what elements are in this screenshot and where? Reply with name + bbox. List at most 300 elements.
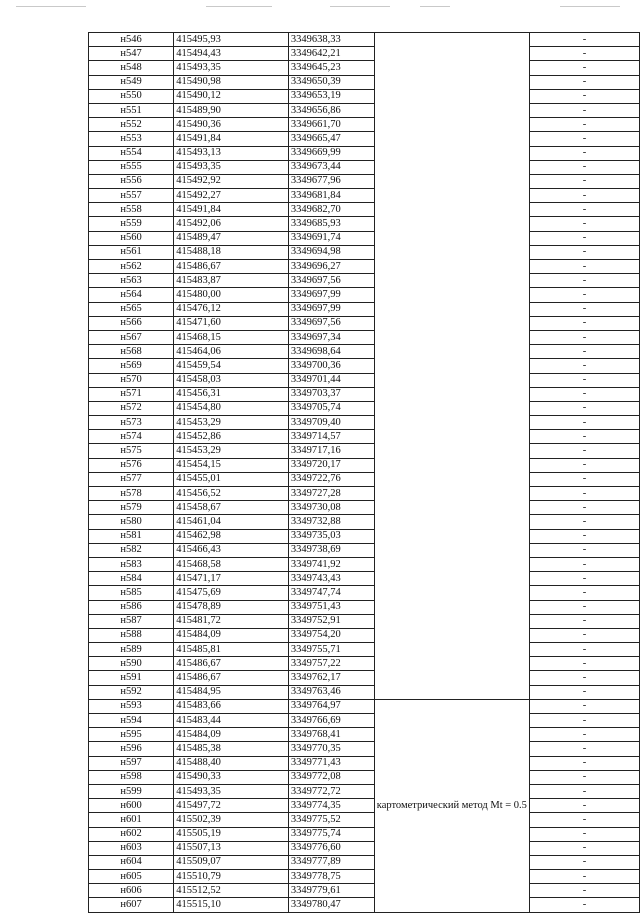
table-row [89, 146, 640, 160]
table-row [89, 387, 640, 401]
point-id-cell: н568 [89, 345, 174, 359]
point-id-cell: н582 [89, 543, 174, 557]
y-coordinate-cell: 3349696,27 [288, 260, 374, 274]
y-coordinate-cell: 3349697,34 [288, 330, 374, 344]
point-id-cell: н567 [89, 330, 174, 344]
point-id-cell: н577 [89, 472, 174, 486]
x-coordinate-cell: 415494,43 [174, 47, 289, 61]
point-id-cell: н596 [89, 742, 174, 756]
accuracy-cell: - [529, 543, 639, 557]
table-row [89, 444, 640, 458]
point-id-cell: н549 [89, 75, 174, 89]
table-row [89, 728, 640, 742]
y-coordinate-cell: 3349772,08 [288, 770, 374, 784]
y-coordinate-cell: 3349681,84 [288, 189, 374, 203]
point-id-cell: н566 [89, 316, 174, 330]
point-id-cell: н587 [89, 614, 174, 628]
point-id-cell: н585 [89, 586, 174, 600]
point-id-cell: н591 [89, 671, 174, 685]
x-coordinate-cell: 415486,67 [174, 671, 289, 685]
y-coordinate-cell: 3349714,57 [288, 430, 374, 444]
point-id-cell: н560 [89, 231, 174, 245]
accuracy-cell: - [529, 827, 639, 841]
point-id-cell: н579 [89, 501, 174, 515]
accuracy-cell: - [529, 89, 639, 103]
accuracy-cell: - [529, 132, 639, 146]
accuracy-cell: - [529, 742, 639, 756]
point-id-cell: н590 [89, 657, 174, 671]
table-row [89, 132, 640, 146]
y-coordinate-cell: 3349701,44 [288, 373, 374, 387]
accuracy-cell: - [529, 487, 639, 501]
table-row [89, 515, 640, 529]
accuracy-cell: - [529, 501, 639, 515]
y-coordinate-cell: 3349762,17 [288, 671, 374, 685]
point-id-cell: н604 [89, 855, 174, 869]
x-coordinate-cell: 415512,52 [174, 884, 289, 898]
table-row [89, 685, 640, 699]
x-coordinate-cell: 415509,07 [174, 855, 289, 869]
x-coordinate-cell: 415475,69 [174, 586, 289, 600]
x-coordinate-cell: 415484,95 [174, 685, 289, 699]
table-row [89, 543, 640, 557]
accuracy-cell: - [529, 203, 639, 217]
y-coordinate-cell: 3349685,93 [288, 217, 374, 231]
y-coordinate-cell: 3349691,74 [288, 231, 374, 245]
point-id-cell: н599 [89, 784, 174, 798]
x-coordinate-cell: 415462,98 [174, 529, 289, 543]
point-id-cell: н558 [89, 203, 174, 217]
x-coordinate-cell: 415491,84 [174, 132, 289, 146]
y-coordinate-cell: 3349763,46 [288, 685, 374, 699]
table-row [89, 614, 640, 628]
y-coordinate-cell: 3349697,56 [288, 316, 374, 330]
table-row [89, 217, 640, 231]
point-id-cell: н578 [89, 487, 174, 501]
y-coordinate-cell: 3349772,72 [288, 784, 374, 798]
y-coordinate-cell: 3349700,36 [288, 359, 374, 373]
method-cell [374, 33, 529, 700]
table-row [89, 487, 640, 501]
accuracy-cell: - [529, 274, 639, 288]
y-coordinate-cell: 3349653,19 [288, 89, 374, 103]
accuracy-cell: - [529, 458, 639, 472]
accuracy-cell: - [529, 260, 639, 274]
x-coordinate-cell: 415490,98 [174, 75, 289, 89]
point-id-cell: н606 [89, 884, 174, 898]
table-row [89, 770, 640, 784]
accuracy-cell: - [529, 330, 639, 344]
coordinates-table-body [89, 33, 640, 913]
x-coordinate-cell: 415454,80 [174, 401, 289, 415]
x-coordinate-cell: 415486,67 [174, 657, 289, 671]
y-coordinate-cell: 3349766,69 [288, 714, 374, 728]
x-coordinate-cell: 415495,93 [174, 33, 289, 47]
accuracy-cell: - [529, 430, 639, 444]
table-row [89, 827, 640, 841]
accuracy-cell: - [529, 586, 639, 600]
method-cell: картометрический метод Mt = 0.5 [374, 699, 529, 912]
y-coordinate-cell: 3349774,35 [288, 799, 374, 813]
y-coordinate-cell: 3349752,91 [288, 614, 374, 628]
table-row [89, 89, 640, 103]
accuracy-cell: - [529, 600, 639, 614]
point-id-cell: н600 [89, 799, 174, 813]
accuracy-cell: - [529, 770, 639, 784]
table-row [89, 47, 640, 61]
accuracy-cell: - [529, 160, 639, 174]
accuracy-cell: - [529, 699, 639, 713]
table-row [89, 359, 640, 373]
accuracy-cell: - [529, 813, 639, 827]
accuracy-cell: - [529, 855, 639, 869]
table-row [89, 373, 640, 387]
accuracy-cell: - [529, 245, 639, 259]
y-coordinate-cell: 3349732,88 [288, 515, 374, 529]
x-coordinate-cell: 415486,67 [174, 260, 289, 274]
x-coordinate-cell: 415481,72 [174, 614, 289, 628]
point-id-cell: н595 [89, 728, 174, 742]
x-coordinate-cell: 415456,52 [174, 487, 289, 501]
x-coordinate-cell: 415505,19 [174, 827, 289, 841]
table-row [89, 174, 640, 188]
table-row [89, 472, 640, 486]
y-coordinate-cell: 3349638,33 [288, 33, 374, 47]
x-coordinate-cell: 415453,29 [174, 416, 289, 430]
x-coordinate-cell: 415468,58 [174, 557, 289, 571]
accuracy-cell: - [529, 784, 639, 798]
table-row [89, 600, 640, 614]
x-coordinate-cell: 415490,12 [174, 89, 289, 103]
y-coordinate-cell: 3349751,43 [288, 600, 374, 614]
y-coordinate-cell: 3349697,99 [288, 288, 374, 302]
y-coordinate-cell: 3349775,74 [288, 827, 374, 841]
table-row [89, 557, 640, 571]
table-row [89, 231, 640, 245]
point-id-cell: н580 [89, 515, 174, 529]
point-id-cell: н605 [89, 870, 174, 884]
point-id-cell: н550 [89, 89, 174, 103]
point-id-cell: н598 [89, 770, 174, 784]
accuracy-cell: - [529, 33, 639, 47]
x-coordinate-cell: 415490,33 [174, 770, 289, 784]
y-coordinate-cell: 3349738,69 [288, 543, 374, 557]
y-coordinate-cell: 3349720,17 [288, 458, 374, 472]
accuracy-cell: - [529, 472, 639, 486]
point-id-cell: н593 [89, 699, 174, 713]
table-row [89, 245, 640, 259]
point-id-cell: н601 [89, 813, 174, 827]
accuracy-cell: - [529, 231, 639, 245]
y-coordinate-cell: 3349776,60 [288, 841, 374, 855]
point-id-cell: н573 [89, 416, 174, 430]
point-id-cell: н559 [89, 217, 174, 231]
y-coordinate-cell: 3349777,89 [288, 855, 374, 869]
table-row [89, 430, 640, 444]
table-row [89, 813, 640, 827]
accuracy-cell: - [529, 657, 639, 671]
accuracy-cell: - [529, 884, 639, 898]
x-coordinate-cell: 415483,44 [174, 714, 289, 728]
x-coordinate-cell: 415491,84 [174, 203, 289, 217]
x-coordinate-cell: 415459,54 [174, 359, 289, 373]
y-coordinate-cell: 3349735,03 [288, 529, 374, 543]
accuracy-cell: - [529, 217, 639, 231]
y-coordinate-cell: 3349770,35 [288, 742, 374, 756]
table-row [89, 799, 640, 813]
x-coordinate-cell: 415488,18 [174, 245, 289, 259]
y-coordinate-cell: 3349709,40 [288, 416, 374, 430]
point-id-cell: н594 [89, 714, 174, 728]
accuracy-cell: - [529, 288, 639, 302]
y-coordinate-cell: 3349656,86 [288, 103, 374, 117]
accuracy-cell: - [529, 572, 639, 586]
scan-header-artifact [0, 6, 640, 10]
point-id-cell: н561 [89, 245, 174, 259]
accuracy-cell: - [529, 373, 639, 387]
accuracy-cell: - [529, 47, 639, 61]
y-coordinate-cell: 3349755,71 [288, 643, 374, 657]
y-coordinate-cell: 3349771,43 [288, 756, 374, 770]
y-coordinate-cell: 3349768,41 [288, 728, 374, 742]
x-coordinate-cell: 415471,60 [174, 316, 289, 330]
point-id-cell: н548 [89, 61, 174, 75]
point-id-cell: н592 [89, 685, 174, 699]
accuracy-cell: - [529, 103, 639, 117]
x-coordinate-cell: 415490,36 [174, 118, 289, 132]
point-id-cell: н602 [89, 827, 174, 841]
x-coordinate-cell: 415493,35 [174, 61, 289, 75]
accuracy-cell: - [529, 628, 639, 642]
table-row [89, 33, 640, 47]
accuracy-cell: - [529, 61, 639, 75]
point-id-cell: н547 [89, 47, 174, 61]
x-coordinate-cell: 415488,40 [174, 756, 289, 770]
point-id-cell: н553 [89, 132, 174, 146]
x-coordinate-cell: 415456,31 [174, 387, 289, 401]
point-id-cell: н570 [89, 373, 174, 387]
table-row [89, 742, 640, 756]
table-row [89, 288, 640, 302]
point-id-cell: н554 [89, 146, 174, 160]
table-row [89, 458, 640, 472]
x-coordinate-cell: 415458,03 [174, 373, 289, 387]
table-row [89, 401, 640, 415]
point-id-cell: н569 [89, 359, 174, 373]
x-coordinate-cell: 415458,67 [174, 501, 289, 515]
accuracy-cell: - [529, 529, 639, 543]
table-row [89, 657, 640, 671]
x-coordinate-cell: 415454,15 [174, 458, 289, 472]
table-row [89, 501, 640, 515]
x-coordinate-cell: 415461,04 [174, 515, 289, 529]
point-id-cell: н576 [89, 458, 174, 472]
y-coordinate-cell: 3349650,39 [288, 75, 374, 89]
accuracy-cell: - [529, 671, 639, 685]
point-id-cell: н584 [89, 572, 174, 586]
table-row [89, 203, 640, 217]
table-row [89, 118, 640, 132]
point-id-cell: н557 [89, 189, 174, 203]
accuracy-cell: - [529, 870, 639, 884]
accuracy-cell: - [529, 416, 639, 430]
accuracy-cell: - [529, 316, 639, 330]
accuracy-cell: - [529, 515, 639, 529]
accuracy-cell: - [529, 387, 639, 401]
y-coordinate-cell: 3349757,22 [288, 657, 374, 671]
x-coordinate-cell: 415493,13 [174, 146, 289, 160]
table-row [89, 841, 640, 855]
table-row [89, 572, 640, 586]
table-row [89, 784, 640, 798]
y-coordinate-cell: 3349722,76 [288, 472, 374, 486]
y-coordinate-cell: 3349741,92 [288, 557, 374, 571]
y-coordinate-cell: 3349779,61 [288, 884, 374, 898]
x-coordinate-cell: 415502,39 [174, 813, 289, 827]
accuracy-cell: - [529, 557, 639, 571]
point-id-cell: н597 [89, 756, 174, 770]
accuracy-cell: - [529, 714, 639, 728]
y-coordinate-cell: 3349743,43 [288, 572, 374, 586]
x-coordinate-cell: 415478,89 [174, 600, 289, 614]
x-coordinate-cell: 415507,13 [174, 841, 289, 855]
table-row [89, 671, 640, 685]
accuracy-cell: - [529, 174, 639, 188]
y-coordinate-cell: 3349697,99 [288, 302, 374, 316]
table-row [89, 586, 640, 600]
point-id-cell: н575 [89, 444, 174, 458]
y-coordinate-cell: 3349747,74 [288, 586, 374, 600]
x-coordinate-cell: 415476,12 [174, 302, 289, 316]
y-coordinate-cell: 3349778,75 [288, 870, 374, 884]
accuracy-cell: - [529, 146, 639, 160]
coordinates-table [88, 32, 640, 913]
x-coordinate-cell: 415464,06 [174, 345, 289, 359]
point-id-cell: н603 [89, 841, 174, 855]
x-coordinate-cell: 415468,15 [174, 330, 289, 344]
y-coordinate-cell: 3349677,96 [288, 174, 374, 188]
accuracy-cell: - [529, 898, 639, 912]
y-coordinate-cell: 3349669,99 [288, 146, 374, 160]
x-coordinate-cell: 415453,29 [174, 444, 289, 458]
y-coordinate-cell: 3349697,56 [288, 274, 374, 288]
table-row [89, 274, 640, 288]
y-coordinate-cell: 3349682,70 [288, 203, 374, 217]
table-row [89, 302, 640, 316]
table-row [89, 61, 640, 75]
table-row [89, 898, 640, 912]
x-coordinate-cell: 415489,90 [174, 103, 289, 117]
x-coordinate-cell: 415493,35 [174, 160, 289, 174]
point-id-cell: н563 [89, 274, 174, 288]
x-coordinate-cell: 415480,00 [174, 288, 289, 302]
point-id-cell: н586 [89, 600, 174, 614]
x-coordinate-cell: 415485,81 [174, 643, 289, 657]
y-coordinate-cell: 3349645,23 [288, 61, 374, 75]
accuracy-cell: - [529, 799, 639, 813]
x-coordinate-cell: 415492,06 [174, 217, 289, 231]
table-row [89, 160, 640, 174]
x-coordinate-cell: 415466,43 [174, 543, 289, 557]
table-row [89, 643, 640, 657]
x-coordinate-cell: 415452,86 [174, 430, 289, 444]
accuracy-cell: - [529, 345, 639, 359]
point-id-cell: н583 [89, 557, 174, 571]
point-id-cell: н588 [89, 628, 174, 642]
table-row [89, 884, 640, 898]
table-row [89, 756, 640, 770]
y-coordinate-cell: 3349698,64 [288, 345, 374, 359]
y-coordinate-cell: 3349673,44 [288, 160, 374, 174]
x-coordinate-cell: 415492,27 [174, 189, 289, 203]
y-coordinate-cell: 3349661,70 [288, 118, 374, 132]
point-id-cell: н552 [89, 118, 174, 132]
y-coordinate-cell: 3349727,28 [288, 487, 374, 501]
y-coordinate-cell: 3349780,47 [288, 898, 374, 912]
table-row [89, 330, 640, 344]
x-coordinate-cell: 415492,92 [174, 174, 289, 188]
table-row [89, 260, 640, 274]
table-row [89, 714, 640, 728]
x-coordinate-cell: 415510,79 [174, 870, 289, 884]
accuracy-cell: - [529, 841, 639, 855]
x-coordinate-cell: 415471,17 [174, 572, 289, 586]
y-coordinate-cell: 3349642,21 [288, 47, 374, 61]
y-coordinate-cell: 3349730,08 [288, 501, 374, 515]
x-coordinate-cell: 415484,09 [174, 728, 289, 742]
x-coordinate-cell: 415497,72 [174, 799, 289, 813]
table-row [89, 870, 640, 884]
point-id-cell: н589 [89, 643, 174, 657]
point-id-cell: н555 [89, 160, 174, 174]
y-coordinate-cell: 3349764,97 [288, 699, 374, 713]
point-id-cell: н574 [89, 430, 174, 444]
y-coordinate-cell: 3349665,47 [288, 132, 374, 146]
accuracy-cell: - [529, 118, 639, 132]
table-row [89, 316, 640, 330]
point-id-cell: н556 [89, 174, 174, 188]
point-id-cell: н572 [89, 401, 174, 415]
x-coordinate-cell: 415484,09 [174, 628, 289, 642]
accuracy-cell: - [529, 685, 639, 699]
accuracy-cell: - [529, 643, 639, 657]
table-row [89, 416, 640, 430]
table-row [89, 189, 640, 203]
point-id-cell: н564 [89, 288, 174, 302]
accuracy-cell: - [529, 444, 639, 458]
accuracy-cell: - [529, 189, 639, 203]
table-row [89, 699, 640, 713]
accuracy-cell: - [529, 302, 639, 316]
y-coordinate-cell: 3349754,20 [288, 628, 374, 642]
accuracy-cell: - [529, 756, 639, 770]
point-id-cell: н565 [89, 302, 174, 316]
x-coordinate-cell: 415483,66 [174, 699, 289, 713]
point-id-cell: н571 [89, 387, 174, 401]
point-id-cell: н581 [89, 529, 174, 543]
x-coordinate-cell: 415483,87 [174, 274, 289, 288]
point-id-cell: н607 [89, 898, 174, 912]
y-coordinate-cell: 3349717,16 [288, 444, 374, 458]
table-row [89, 345, 640, 359]
y-coordinate-cell: 3349775,52 [288, 813, 374, 827]
x-coordinate-cell: 415485,38 [174, 742, 289, 756]
point-id-cell: н562 [89, 260, 174, 274]
y-coordinate-cell: 3349705,74 [288, 401, 374, 415]
accuracy-cell: - [529, 728, 639, 742]
x-coordinate-cell: 415455,01 [174, 472, 289, 486]
table-row [89, 75, 640, 89]
